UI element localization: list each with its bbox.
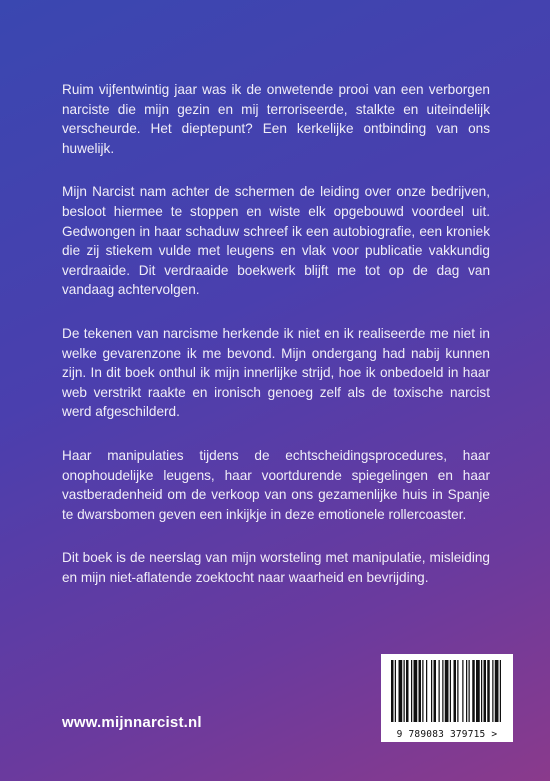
paragraph-5: Dit boek is de neerslag van mijn worsteling met manipulatie, misleiding en mijn niet-aflatende zoektocht naar waarheid en bevrijding. xyxy=(62,550,490,585)
back-cover-blurb xyxy=(62,80,490,611)
website-url: www.mijnnarcist.nl xyxy=(62,714,202,731)
isbn-barcode xyxy=(381,654,513,742)
paragraph-2: Mijn Narcist nam achter de schermen de leiding over onze bedrijven, besloot hiermee te stoppen en wiste elk opgebouwd voordeel uit. Gedwongen in haar schaduw schreef ik een autobiografie, een kroniek die zij stiekem vulde met leugens en vlak voor publicatie vakkundig verdraaide. Dit verdraaide boekwerk blijft me tot op de dag van vandaag achtervolgen. xyxy=(62,184,490,298)
paragraph-4: Haar manipulaties tijdens de echtscheidingsprocedures, haar onophoudelijke leugens, haar voortdurende spiegelingen en haar vastberadenheid om de verkoop van ons gezamenlijke huis in Spanje te dwarsbomen geven een inkijkje in deze emotionele rollercoaster. xyxy=(62,447,490,522)
barcode-bars xyxy=(381,654,513,730)
paragraph-3: De tekenen van narcisme herkende ik niet en ik realiseerde me niet in welke gevarenzone ik me bevond. Mijn ondergang had nabij kunnen zijn. In dit boek onthul ik mijn innerlijke strijd, hoe ik onbedoeld in haar web verstrikt raakte en ironisch genoeg zelf als de toxische narcist werd afgeschilderd. xyxy=(62,325,490,420)
paragraph-1: Ruim vijfentwintig jaar was ik de onwetende prooi van een verborgen narciste die mijn gezin en mij terroriseerde, stalkte en uiteindelijk verscheurde. Het dieptepunt? Een kerkelijke ontbinding van ons huwelijk. xyxy=(62,82,490,156)
barcode-number: 9 789083 379715 > xyxy=(396,729,498,740)
